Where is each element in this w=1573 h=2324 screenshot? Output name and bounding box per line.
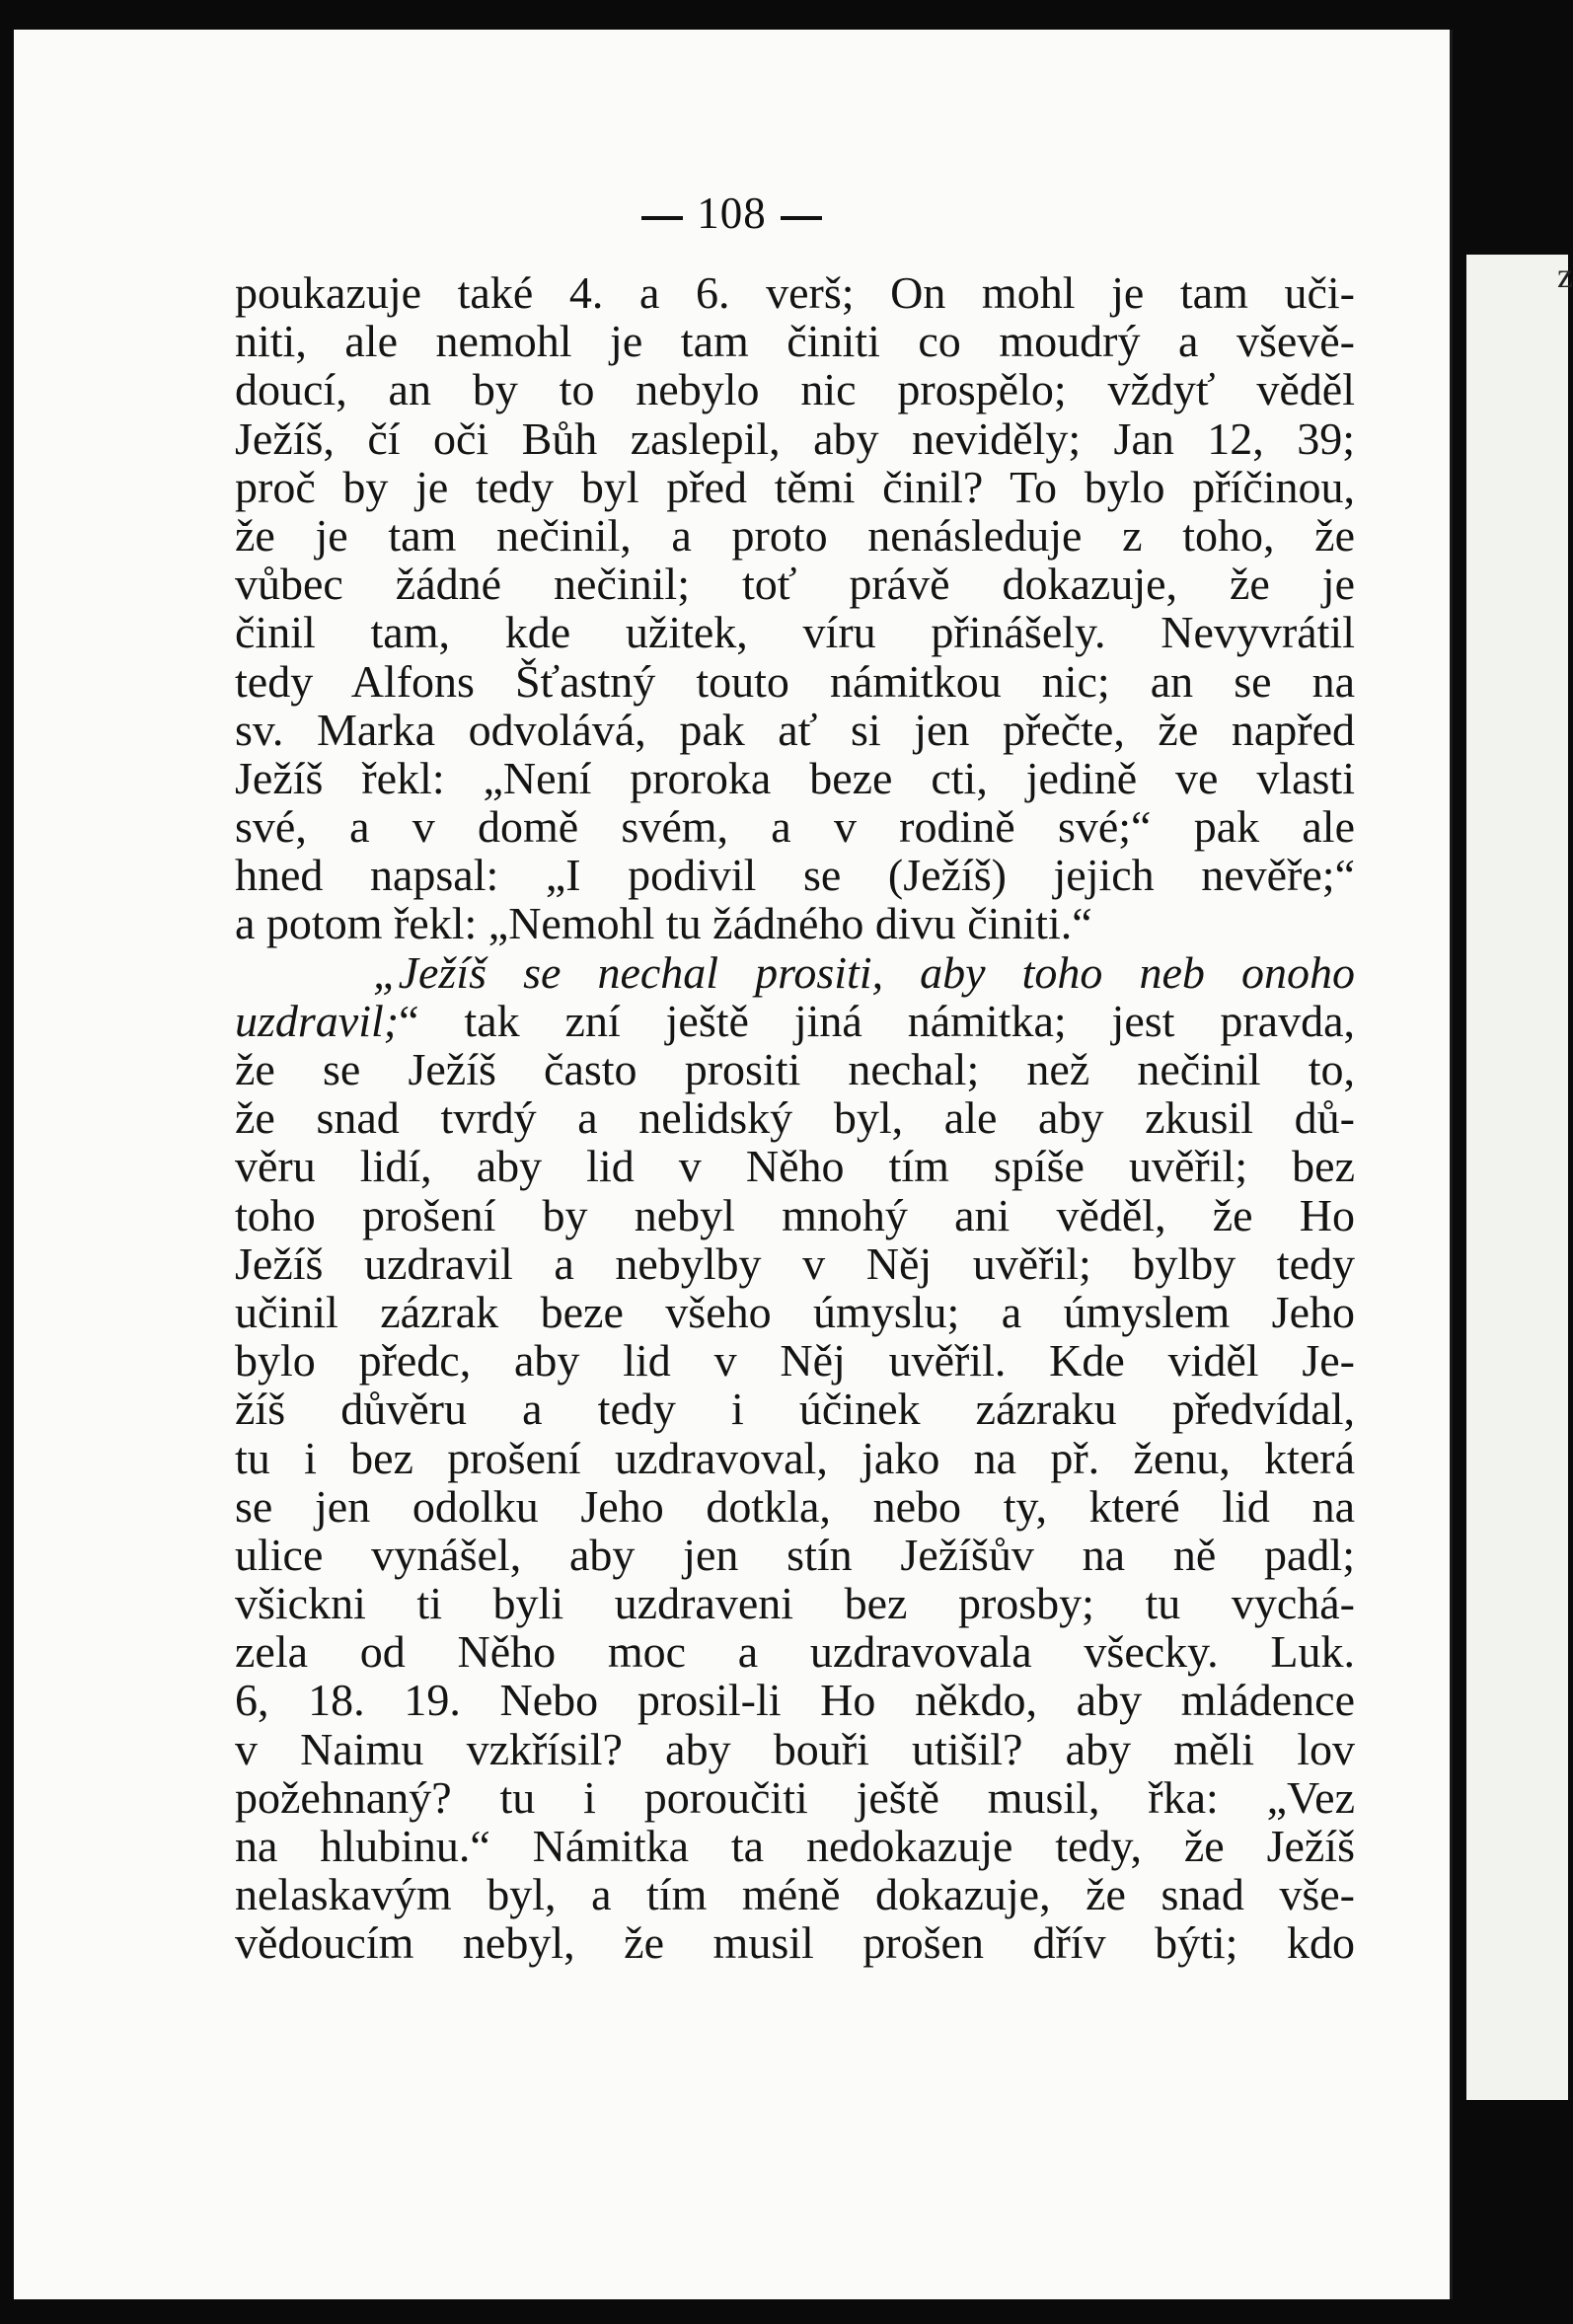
text-line: niti, ale nemohl je tam činiti co moudrý a vševě-	[235, 316, 1355, 367]
text-line: činil tam, kde užitek, víru přinášely. Nevyvrátil	[235, 607, 1355, 658]
text-line: se jen odolku Jeho dotkla, nebo ty, které lid na	[235, 1480, 1355, 1532]
text-line: toho prošení by nebyl mnohý ani věděl, že Ho	[235, 1189, 1355, 1240]
text-line: sv. Marka odvolává, pak ať si jen přečte, že napřed	[235, 704, 1355, 755]
text-line: že se Ježíš často prositi nechal; než nečinil to,	[235, 1044, 1355, 1094]
text-line: že je tam nečinil, a proto nenásleduje z toho, že	[235, 509, 1355, 561]
text-line: Ježíš řekl: „Není proroka beze cti, jedině ve vlasti	[235, 752, 1355, 803]
text-line: že snad tvrdý a nelidský byl, ale aby zkusil dů-	[235, 1092, 1355, 1144]
text-line: nelaskavým byl, a tím méně dokazuje, že snad vše-	[235, 1869, 1355, 1920]
text-line: učinil zázrak beze všeho úmyslu; a úmyslem Jeho	[235, 1286, 1355, 1337]
text-line: tedy Alfons Šťastný touto námitkou nic; an se na	[235, 655, 1355, 707]
text-line: 6, 18. 19. Nebo prosil-li Ho někdo, aby mládence	[235, 1675, 1355, 1726]
text-line: bylo předc, aby lid v Něj uvěřil. Kde viděl Je-	[235, 1335, 1355, 1387]
text-line: ulice vynášel, aby jen stín Ježíšův na ně padl;	[235, 1529, 1355, 1580]
text-line: a potom řekl: „Nemohl tu žádného divu činiti.“	[235, 898, 1092, 949]
text-line: zela od Něho moc a uzdravovala všecky. Luk.	[235, 1626, 1355, 1678]
text-line: požehnaný? tu i poroučiti ještě musil, řka: „Vez	[235, 1771, 1355, 1823]
text-line: Ježíš, čí oči Bůh zaslepil, aby neviděly; Jan 12, 39;	[235, 412, 1355, 464]
text-line: na hlubinu.“ Námitka ta nedokazuje tedy, že Ježíš	[235, 1821, 1355, 1871]
text-line: Ježíš uzdravil a nebylby v Něj uvěřil; bylby tedy	[235, 1237, 1355, 1289]
page-number: 108	[697, 188, 767, 238]
text-line: vůbec žádné nečinil; toť právě dokazuje, že je	[235, 559, 1355, 610]
text-line: tu i bez prošení uzdravoval, jako na př. ženu, která	[235, 1432, 1355, 1483]
text-line-mixed	[235, 997, 1355, 1045]
header-dash-left	[641, 216, 683, 220]
adjacent-page-glyph: z	[1557, 256, 1573, 295]
italic-run: „Ježíš se nechal prositi, aby toho neb onoho	[373, 946, 1355, 998]
text-line-italic-paragraph-start	[235, 948, 1355, 997]
text-line: žíš důvěru a tedy i účinek zázraku předvídal,	[235, 1384, 1355, 1435]
text-line: vědoucím nebyl, že musil prošen dřív býti; kdo	[235, 1917, 1355, 1969]
italic-run: uzdravil;	[235, 995, 400, 1046]
text-line: poukazuje také 4. a 6. verš; On mohl je tam uči-	[235, 267, 1355, 318]
text-line: v Naimu vzkřísil? aby bouři utišil? aby měli lov	[235, 1723, 1355, 1774]
text-line: proč by je tedy byl před těmi činil? To bylo příčinou,	[235, 461, 1355, 512]
adjacent-page-edge	[1466, 255, 1573, 2100]
text-line: hned napsal: „I podivil se (Ježíš) jejich nevěře;“	[235, 850, 1355, 901]
text-line: své, a v domě svém, a v rodině své;“ pak ale	[235, 801, 1355, 853]
body-text	[235, 268, 1355, 1968]
text-line: doucí, an by to nebylo nic prospělo; vždyť věděl	[235, 364, 1355, 415]
text-line: věru lidí, aby lid v Něho tím spíše uvěřil; bez	[235, 1141, 1355, 1192]
header-dash-right	[781, 216, 822, 220]
page-header	[14, 187, 1450, 239]
text-line: všickni ti byli uzdraveni bez prosby; tu vychá-	[235, 1578, 1355, 1629]
text-line-rest: “ tak zní ještě jiná námitka; jest pravda,	[399, 995, 1355, 1046]
